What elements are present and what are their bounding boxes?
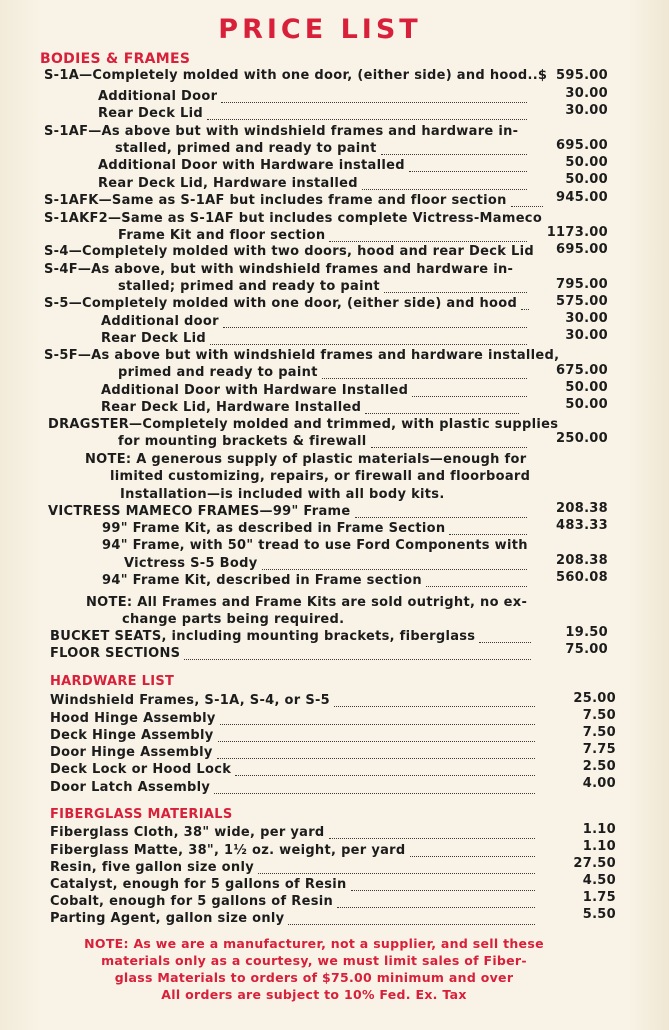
item-99-frame-kit (102, 521, 530, 538)
dot-leader (218, 741, 535, 742)
item-label: Additional door (101, 314, 219, 329)
item-label: S-4—Completely molded with two doors, hood and rear Deck Lid (44, 244, 534, 259)
item-label: stalled; primed and ready to paint (118, 279, 380, 294)
footer-note-line3: glass Materials to orders of $75.00 minimum and over (114, 970, 514, 985)
item-label: Additional Door with Hardware Installed (101, 383, 409, 398)
item-label: BUCKET SEATS, including mounting brackets, fiberglass (50, 629, 476, 644)
item-label: Additional Door with Hardware installed (98, 158, 405, 173)
item-label: Catalyst, enough for 5 gallons of Resin (50, 877, 347, 892)
item-price: 208.38 (556, 501, 608, 516)
section-heading-bodies-frames: BODIES & FRAMES (40, 51, 191, 67)
item-label: 99" Frame Kit, as described in Frame Section (102, 521, 446, 536)
item-label: Fiberglass Matte, 38", 1½ oz. weight, per yard (50, 843, 406, 858)
item-label: S-5—Completely molded with one door, (either side) and hood (44, 296, 518, 311)
item-label: Parting Agent, gallon size only (50, 911, 285, 926)
dot-leader (409, 171, 527, 172)
dot-leader (384, 292, 527, 293)
item-label: stalled, primed and ready to paint (115, 141, 377, 156)
hardware-item (50, 762, 538, 779)
item-label: Fiberglass Cloth, 38" wide, per yard (50, 825, 325, 840)
item-price: 1.10 (582, 822, 616, 837)
item-price: 695.00 (556, 138, 608, 153)
item-label: Rear Deck Lid, Hardware Installed (101, 400, 362, 415)
item-s1afk (44, 193, 546, 210)
item-price: 1173.00 (546, 225, 608, 240)
item-label: Frame Kit and floor section (118, 228, 326, 243)
note-body-kits-line3: Installation—is included with all body kits. (120, 487, 445, 502)
note-frames-line1: NOTE: All Frames and Frame Kits are sold outright, no ex- (86, 595, 528, 610)
item-s5f-line2 (118, 365, 530, 382)
item-label: FLOOR SECTIONS (50, 646, 181, 661)
item-price: 19.50 (565, 625, 608, 640)
item-s1a (44, 68, 547, 85)
item-price: 50.00 (565, 397, 608, 412)
dot-leader (214, 793, 535, 794)
dot-leader (207, 119, 527, 120)
dot-leader (217, 758, 535, 759)
dot-leader (351, 890, 535, 891)
item-victress-99-frame (48, 504, 530, 521)
dot-leader (412, 396, 527, 397)
dot-leader (479, 642, 531, 643)
dot-leader (355, 517, 527, 518)
dot-leader (410, 856, 536, 857)
hardware-item (50, 780, 538, 797)
item-label: Door Hinge Assembly (50, 745, 213, 760)
item-label: Deck Lock or Hood Lock (50, 762, 232, 777)
dot-leader (329, 838, 535, 839)
item-price: 4.50 (582, 873, 616, 888)
dot-leader (381, 154, 527, 155)
item-price: 1.75 (582, 890, 616, 905)
fiberglass-item (50, 860, 538, 877)
item-label: Door Latch Assembly (50, 780, 211, 795)
dot-leader (521, 309, 529, 310)
hardware-item (50, 745, 538, 762)
footer-tax-note: All orders are subject to 10% Fed. Ex. Tax (161, 987, 467, 1002)
note-frames-line2: change parts being required. (122, 612, 345, 627)
fiberglass-item (50, 877, 538, 894)
item-price: 30.00 (565, 103, 608, 118)
item-price: 560.08 (556, 570, 608, 585)
dot-leader (334, 706, 535, 707)
item-price: 7.50 (582, 725, 616, 740)
item-label: 94" Frame Kit, described in Frame section (102, 573, 422, 588)
item-price: 50.00 (565, 172, 608, 187)
item-label: S-1AKF2—Same as S-1AF but includes complete Victress-Mameco (44, 211, 543, 226)
item-label: Resin, five gallon size only (50, 860, 254, 875)
dot-leader (511, 206, 543, 207)
item-s1akf2-line1 (44, 211, 542, 228)
dot-leader (449, 534, 527, 535)
item-label: S-1AF—As above but with windshield frames and hardware in- (44, 124, 519, 139)
item-label: DRAGSTER—Completely molded and trimmed, with plastic supplies (48, 417, 559, 432)
item-price: 595.00 (556, 68, 608, 83)
item-s1af-additional-door (98, 158, 530, 175)
dot-leader (258, 873, 535, 874)
item-price: 695.00 (556, 242, 608, 257)
item-94-frame-kit (102, 573, 530, 590)
item-price: 2.50 (582, 759, 616, 774)
item-s1akf2-line2 (118, 228, 530, 245)
item-s5f-additional-door (101, 383, 530, 400)
item-label: S-4F—As above, but with windshield frames and hardware in- (44, 262, 514, 277)
item-price: 50.00 (565, 155, 608, 170)
item-price: 30.00 (565, 311, 608, 326)
item-price: 50.00 (565, 380, 608, 395)
item-price: 7.50 (582, 708, 616, 723)
item-s1a-rear-deck-lid (98, 106, 530, 123)
item-label: primed and ready to paint (118, 365, 318, 380)
dot-leader (362, 189, 527, 190)
item-s5 (44, 296, 532, 313)
note-body-kits-line2: limited customizing, repairs, or firewall and floorboard (110, 469, 531, 484)
item-label: Rear Deck Lid, Hardware installed (98, 176, 358, 191)
footer-note-line2: materials only as a courtesy, we must limit sales of Fiber- (101, 953, 527, 968)
item-label: Cobalt, enough for 5 gallons of Resin (50, 894, 334, 909)
item-s1af-line2 (115, 141, 530, 158)
item-dragster-line2 (118, 434, 530, 451)
item-label: Victress S-5 Body (124, 556, 258, 571)
item-94-frame-line1 (102, 538, 528, 555)
item-label: for mounting brackets & firewall (118, 434, 367, 449)
item-price: 675.00 (556, 363, 608, 378)
hardware-item (50, 711, 538, 728)
item-price: 27.50 (573, 856, 616, 871)
item-s1af-rear-deck-lid (98, 176, 530, 193)
item-label: S-5F—As above but with windshield frames and hardware installed, (44, 348, 560, 363)
item-bucket-seats (50, 629, 534, 646)
item-label: Deck Hinge Assembly (50, 728, 214, 743)
item-s1a-additional-door (98, 89, 530, 106)
item-dragster-line1 (48, 417, 558, 434)
section-heading-fiberglass: FIBERGLASS MATERIALS (50, 807, 233, 822)
item-floor-sections (50, 646, 534, 663)
item-s4 (44, 244, 534, 261)
item-price: 945.00 (556, 190, 608, 205)
item-price: 25.00 (573, 691, 616, 706)
hardware-item (50, 728, 538, 745)
item-label: Hood Hinge Assembly (50, 711, 216, 726)
fiberglass-item (50, 911, 538, 928)
page-title: PRICE LIST (218, 14, 422, 45)
item-price: 795.00 (556, 277, 608, 292)
note-body-kits-line1: NOTE: A generous supply of plastic materials—enough for (85, 452, 527, 467)
item-label: 94" Frame, with 50" tread to use Ford Components with (102, 538, 528, 553)
dot-leader (184, 659, 531, 660)
item-price: 250.00 (556, 431, 608, 446)
item-s5-rear-deck-lid (101, 331, 530, 348)
dot-leader (262, 569, 528, 570)
fiberglass-item (50, 825, 538, 842)
dot-leader (220, 724, 535, 725)
fiberglass-item (50, 843, 538, 860)
item-label: Windshield Frames, S-1A, S-4, or S-5 (50, 693, 331, 708)
item-price: 7.75 (582, 742, 616, 757)
dot-leader (329, 241, 527, 242)
item-s5f-line1 (44, 348, 559, 365)
item-label: Rear Deck Lid (98, 106, 203, 121)
item-price: 1.10 (582, 839, 616, 854)
dot-leader (223, 327, 527, 328)
item-price: 30.00 (565, 86, 608, 101)
item-label: Additional Door (98, 89, 218, 104)
item-price: 208.38 (556, 553, 608, 568)
item-s5-additional-door (101, 314, 530, 331)
item-price: 75.00 (565, 642, 608, 657)
item-label: S-1A—Completely molded with one door, (either side) and hood..$ (44, 68, 548, 83)
item-label: VICTRESS MAMECO FRAMES—99" Frame (48, 504, 351, 519)
item-price: 30.00 (565, 328, 608, 343)
item-s1af-line1 (44, 124, 518, 141)
item-price: 5.50 (582, 907, 616, 922)
dot-leader (235, 775, 535, 776)
dot-leader (371, 447, 527, 448)
dot-leader (322, 378, 527, 379)
item-label: S-1AFK—Same as S-1AF but includes frame and floor section (44, 193, 507, 208)
dot-leader (426, 586, 527, 587)
item-s5f-rear-deck-lid (101, 400, 522, 417)
item-price: 4.00 (582, 776, 616, 791)
footer-note-line1: NOTE: As we are a manufacturer, not a supplier, and sell these (84, 936, 544, 951)
dot-leader (221, 102, 527, 103)
hardware-item (50, 693, 538, 710)
item-s4f-line1 (44, 262, 513, 279)
item-price: 575.00 (556, 294, 608, 309)
dot-leader (365, 413, 519, 414)
item-price: 483.33 (556, 518, 608, 533)
dot-leader (288, 924, 535, 925)
dot-leader (210, 344, 527, 345)
item-label: Rear Deck Lid (101, 331, 206, 346)
fiberglass-item (50, 894, 538, 911)
item-94-frame-line2 (124, 556, 530, 573)
dot-leader (337, 907, 535, 908)
section-heading-hardware: HARDWARE LIST (50, 674, 175, 689)
item-s4f-line2 (118, 279, 530, 296)
